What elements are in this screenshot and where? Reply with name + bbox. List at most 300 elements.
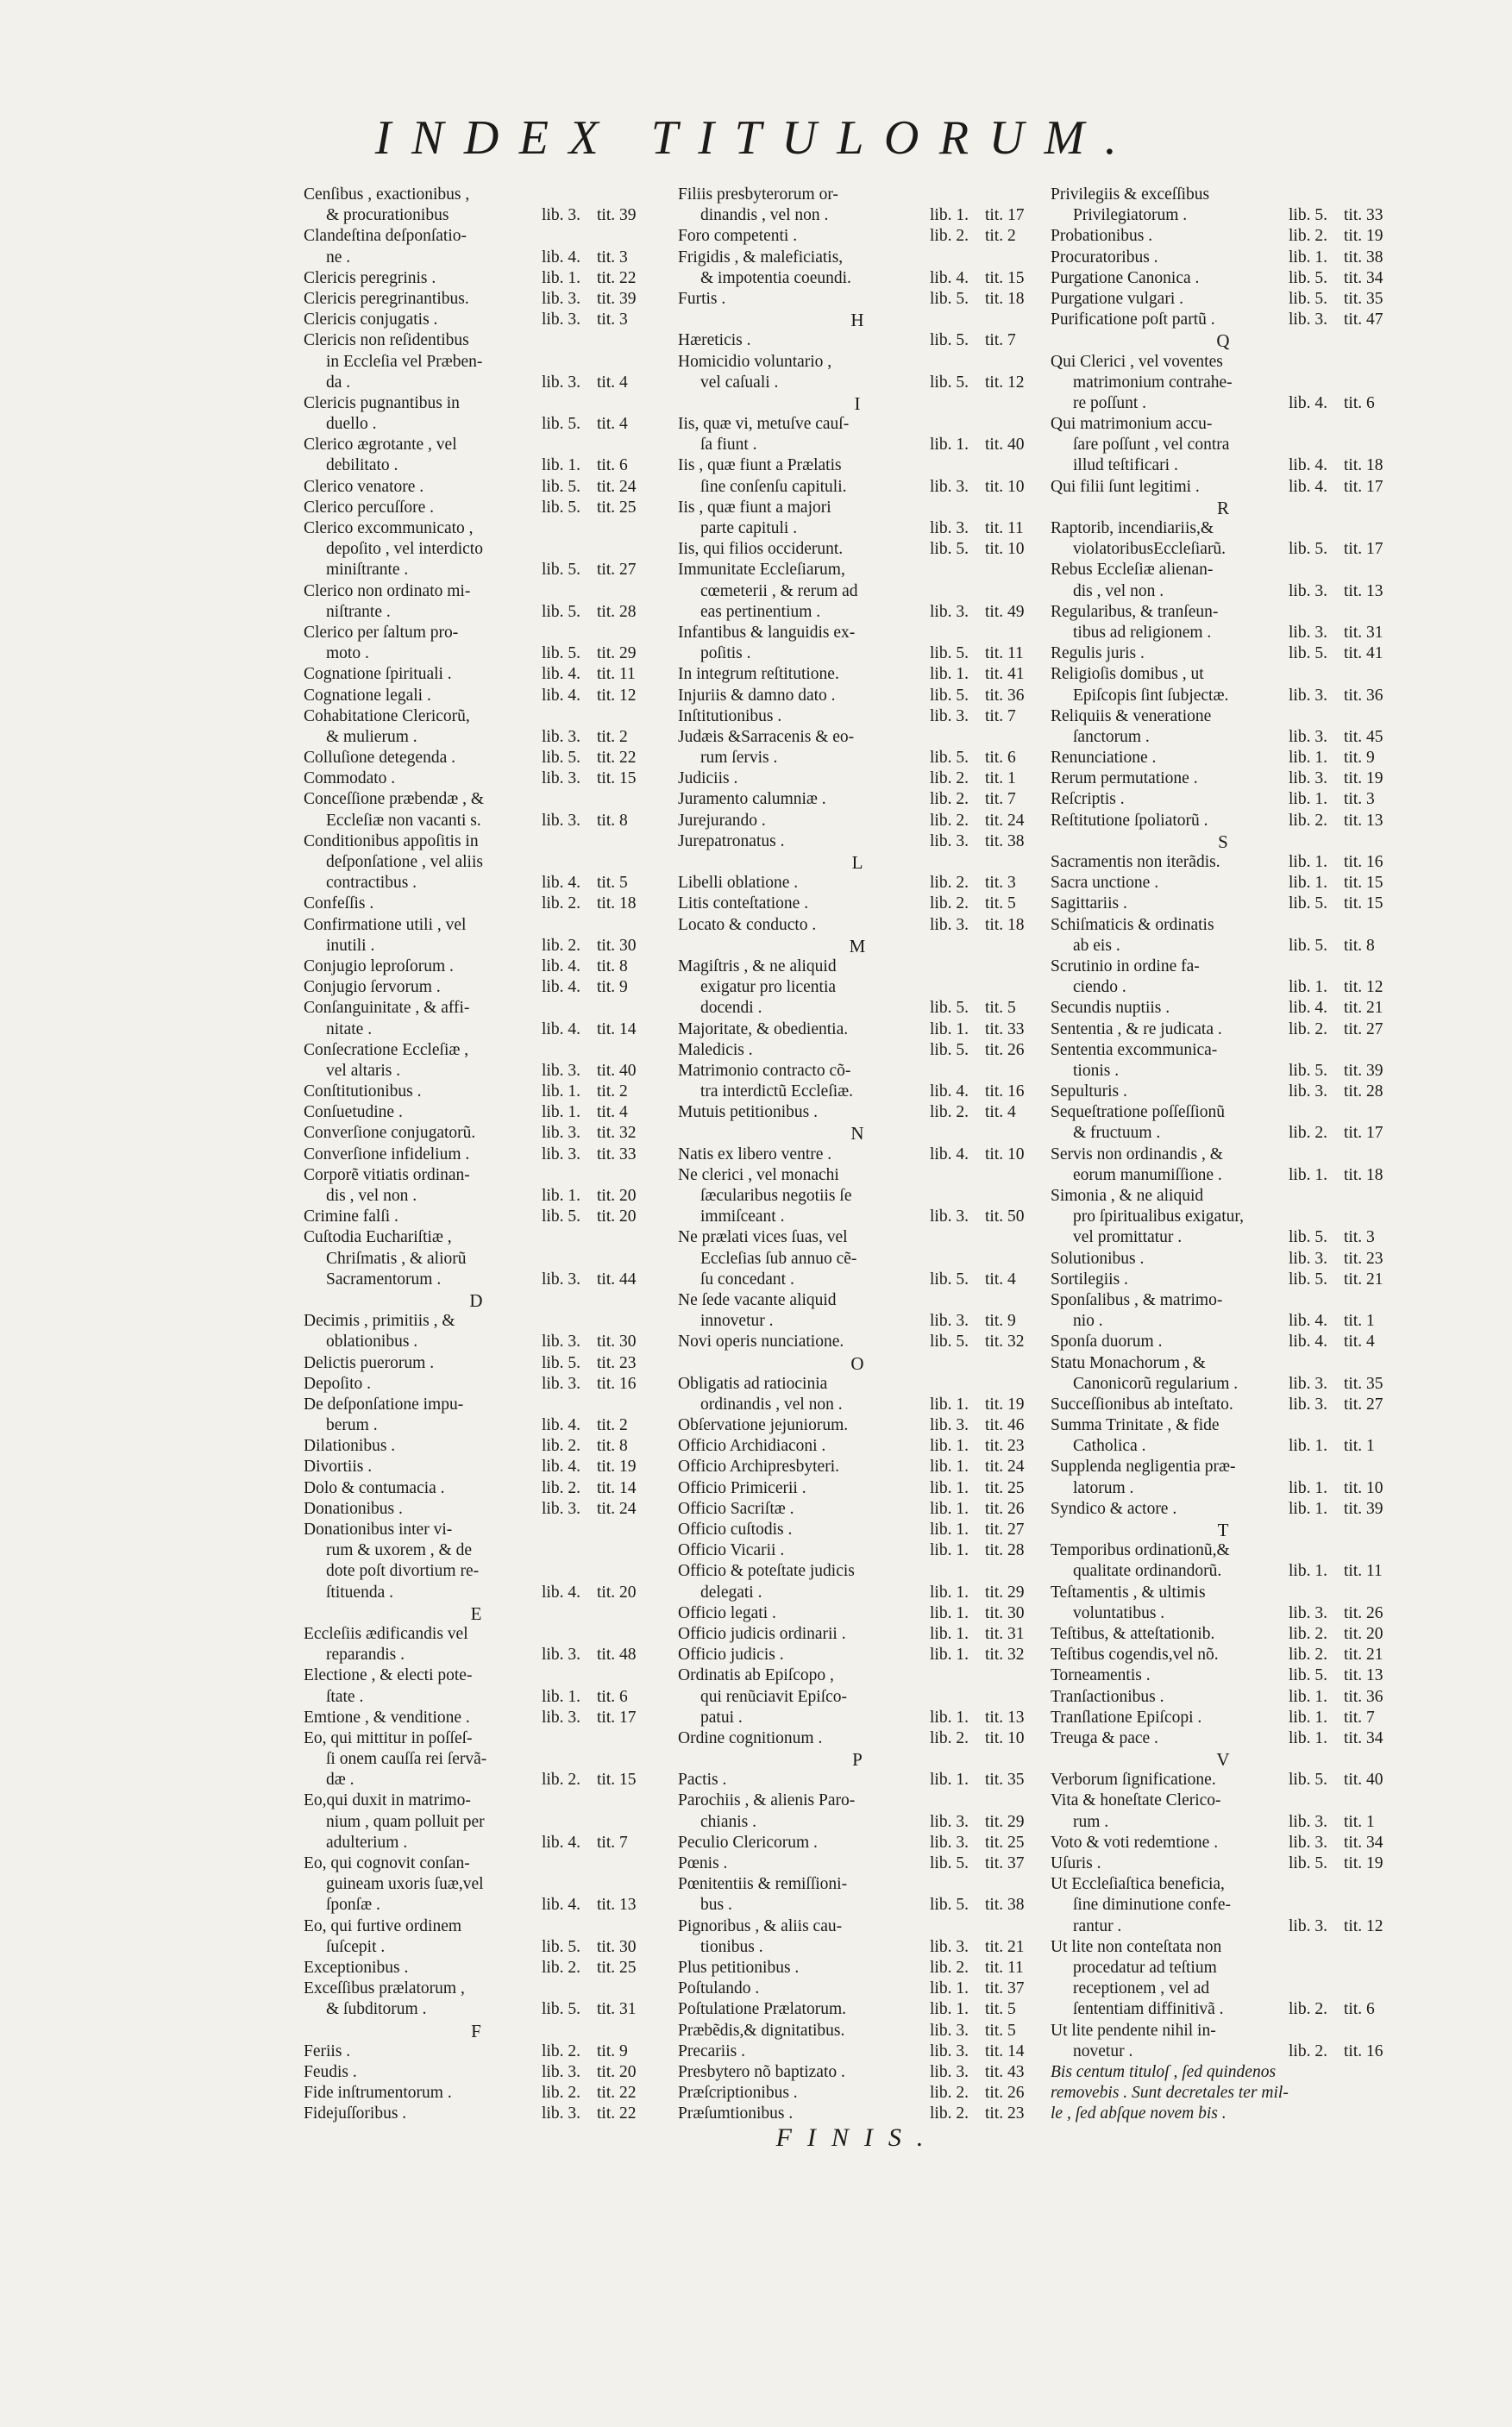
entry-title-ref: tit. 3 xyxy=(985,874,1016,893)
entry-title-ref: tit. 13 xyxy=(1344,581,1383,600)
entry-book-ref: lib. 3. xyxy=(542,289,580,308)
closing-note-line xyxy=(1051,2062,1396,2083)
entry-book-ref: lib. 2. xyxy=(1289,2041,1327,2060)
index-entry-line xyxy=(678,789,1037,810)
index-entry-line xyxy=(1051,1999,1396,2020)
index-column-3 xyxy=(1051,185,1396,2124)
entry-title: Confeſſis . xyxy=(304,894,374,913)
entry-book-ref: lib. 4. xyxy=(542,1896,580,1915)
entry-title-ref: tit. 38 xyxy=(1344,248,1383,267)
entry-title: Canonicorũ regularium . xyxy=(1073,1374,1239,1393)
entry-title-ref: tit. 36 xyxy=(1344,686,1383,705)
entry-title: Simonia , & ne aliquid xyxy=(1051,1187,1204,1205)
entry-title: Regulis juris . xyxy=(1051,644,1145,663)
entry-title: Electione , & electi pote- xyxy=(304,1666,473,1685)
index-entry-line xyxy=(678,1227,1037,1248)
entry-title-ref: tit. 10 xyxy=(985,1728,1025,1747)
entry-title: rum . xyxy=(1073,1812,1109,1831)
entry-title: Uſuris . xyxy=(1051,1854,1101,1872)
entry-title-ref: tit. 32 xyxy=(597,1124,637,1143)
entry-book-ref: lib. 5. xyxy=(1289,1666,1327,1685)
entry-book-ref: lib. 3. xyxy=(1289,1249,1327,1268)
entry-title: Dolo & contumacia . xyxy=(304,1478,445,1497)
entry-title: Syndico & actore . xyxy=(1051,1499,1177,1518)
closing-note-line xyxy=(1051,2104,1396,2124)
entry-book-ref: lib. 3. xyxy=(930,2062,969,2081)
entry-book-ref: lib. 4. xyxy=(542,665,580,684)
entry-title: Juramento calumniæ . xyxy=(678,790,826,809)
entry-book-ref: lib. 5. xyxy=(930,644,969,663)
entry-title-ref: tit. 15 xyxy=(1344,894,1383,913)
index-entry-line xyxy=(678,1082,1037,1102)
entry-title: Clericis pugnantibus in xyxy=(304,393,460,412)
index-entry-line xyxy=(678,1207,1037,1227)
entry-title-ref: tit. 41 xyxy=(985,665,1025,684)
entry-title-ref: tit. 11 xyxy=(597,665,636,684)
entry-title: & mulierum . xyxy=(326,727,417,746)
entry-title: ſu concedant . xyxy=(700,1270,794,1289)
entry-title-ref: tit. 45 xyxy=(1344,727,1383,746)
entry-title-ref: tit. 30 xyxy=(597,1937,637,1956)
entry-title-ref: tit. 8 xyxy=(597,811,628,830)
entry-title: Regularibus, & tranſeun- xyxy=(1051,602,1219,621)
entry-title: Crimine falſi . xyxy=(304,1207,398,1226)
entry-book-ref: lib. 5. xyxy=(542,561,580,580)
entry-title-ref: tit. 24 xyxy=(597,477,637,496)
entry-book-ref: lib. 2. xyxy=(542,2041,580,2060)
index-entry-line xyxy=(678,1457,1037,1477)
entry-title: Renunciatione . xyxy=(1051,749,1157,768)
entry-title: Converſione infidelium . xyxy=(304,1145,470,1163)
entry-book-ref: lib. 5. xyxy=(542,602,580,621)
index-entry-line xyxy=(678,1374,1037,1395)
index-entry-line xyxy=(304,1520,649,1540)
index-entry-line xyxy=(304,1165,649,1186)
index-entry-line xyxy=(304,1436,649,1457)
entry-title: dote poſt divortium re- xyxy=(326,1562,480,1581)
entry-title-ref: tit. 14 xyxy=(597,1478,637,1497)
entry-title-ref: tit. 4 xyxy=(985,1270,1016,1289)
index-entry-line xyxy=(304,1019,649,1040)
entry-book-ref: lib. 2. xyxy=(930,1958,969,1977)
entry-title-ref: tit. 6 xyxy=(597,1687,628,1706)
index-entry-line xyxy=(678,748,1037,768)
index-entry-line xyxy=(304,2083,649,2104)
entry-book-ref: lib. 3. xyxy=(930,1812,969,1831)
entry-book-ref: lib. 1. xyxy=(1289,749,1327,768)
index-entry-line xyxy=(1051,1603,1396,1624)
index-entry-line xyxy=(1051,1833,1396,1853)
entry-title: Injuriis & damno dato . xyxy=(678,686,836,705)
entry-title-ref: tit. 39 xyxy=(1344,1499,1383,1518)
entry-title: patui . xyxy=(700,1708,743,1727)
entry-title-ref: tit. 28 xyxy=(985,1541,1025,1560)
index-entry-line xyxy=(678,289,1037,310)
index-entry-line xyxy=(1051,289,1396,310)
index-entry-line xyxy=(1051,455,1396,476)
index-entry-line xyxy=(304,414,649,435)
entry-book-ref: lib. 2. xyxy=(930,2084,969,2103)
index-entry-line xyxy=(1051,1687,1396,1708)
entry-title-ref: tit. 32 xyxy=(985,1646,1025,1665)
entry-title-ref: tit. 16 xyxy=(597,1374,637,1393)
entry-title-ref: tit. 19 xyxy=(1344,227,1383,246)
index-entry-line xyxy=(678,977,1037,998)
entry-title: Conditionibus appoſitis in xyxy=(304,831,479,850)
entry-title-ref: tit. 40 xyxy=(985,436,1025,455)
index-entry-line xyxy=(1051,373,1396,393)
entry-book-ref: lib. 3. xyxy=(542,1270,580,1289)
index-entry-line xyxy=(1051,1645,1396,1665)
index-entry-line xyxy=(678,623,1037,643)
index-entry-line xyxy=(678,686,1037,706)
entry-title: tionibus . xyxy=(700,1937,763,1956)
entry-title: Privilegiis & exceſſibus xyxy=(1051,185,1210,204)
entry-title-ref: tit. 30 xyxy=(985,1603,1025,1622)
index-entry-line xyxy=(304,352,649,373)
entry-title: deſponſatione , vel aliis xyxy=(326,853,483,871)
index-entry-line xyxy=(1051,1916,1396,1937)
entry-book-ref: lib. 1. xyxy=(1289,1499,1327,1518)
section-letter: N xyxy=(850,1123,864,1145)
entry-title: Treuga & pace . xyxy=(1051,1728,1158,1747)
entry-title-ref: tit. 3 xyxy=(597,248,628,267)
index-entry-line xyxy=(1051,1457,1396,1477)
entry-title: eorum manumiſſione . xyxy=(1073,1165,1222,1184)
entry-title: Obligatis ad ratiocinia xyxy=(678,1374,828,1393)
entry-title: & procurationibus xyxy=(326,206,449,225)
finis-colophon: FINIS. xyxy=(775,2123,939,2153)
entry-title: Verborum ſignificatione. xyxy=(1051,1771,1216,1790)
index-entry-line xyxy=(1051,1958,1396,1979)
index-entry-line xyxy=(1051,185,1396,205)
entry-title: Chriſmatis , & aliorũ xyxy=(326,1249,467,1268)
entry-book-ref: lib. 3. xyxy=(542,2104,580,2123)
entry-book-ref: lib. 3. xyxy=(542,1708,580,1727)
entry-title-ref: tit. 6 xyxy=(985,749,1016,768)
entry-title-ref: tit. 23 xyxy=(597,1353,637,1372)
index-entry-line xyxy=(304,581,649,602)
entry-title: Emtione , & venditione . xyxy=(304,1708,470,1727)
entry-book-ref: lib. 4. xyxy=(542,1583,580,1602)
entry-title: Præbẽdis,& dignitatibus. xyxy=(678,2021,845,2040)
index-entry-line xyxy=(304,1833,649,1853)
entry-book-ref: lib. 1. xyxy=(542,1103,580,1122)
entry-book-ref: lib. 4. xyxy=(1289,477,1327,496)
index-entry-line xyxy=(304,915,649,936)
index-entry-line xyxy=(678,1999,1037,2020)
index-entry-line xyxy=(678,477,1037,498)
entry-title: Schiſmaticis & ordinatis xyxy=(1051,915,1214,934)
entry-title: Natis ex libero ventre . xyxy=(678,1145,832,1163)
entry-book-ref: lib. 3. xyxy=(930,602,969,621)
entry-title: ſine conſenſu capituli. xyxy=(700,477,847,496)
entry-book-ref: lib. 4. xyxy=(542,874,580,893)
entry-title-ref: tit. 25 xyxy=(597,498,637,517)
entry-book-ref: lib. 3. xyxy=(1289,1395,1327,1414)
entry-title: reparandis . xyxy=(326,1646,405,1665)
entry-title: Judæis &Sarracenis & eo- xyxy=(678,727,855,746)
entry-title-ref: tit. 25 xyxy=(985,1833,1025,1852)
entry-title: Rerum permutatione . xyxy=(1051,769,1198,788)
index-entry-line xyxy=(678,1603,1037,1624)
entry-title-ref: tit. 18 xyxy=(1344,1165,1383,1184)
index-entry-line xyxy=(304,727,649,748)
index-entry-line xyxy=(304,1916,649,1937)
entry-book-ref: lib. 1. xyxy=(1289,1728,1327,1747)
entry-book-ref: lib. 1. xyxy=(542,1187,580,1205)
index-entry-line xyxy=(1051,352,1396,373)
entry-title-ref: tit. 30 xyxy=(597,1333,637,1351)
index-entry-line xyxy=(678,1290,1037,1311)
entry-title-ref: tit. 43 xyxy=(985,2062,1025,2081)
entry-title: Libelli oblatione . xyxy=(678,874,799,893)
entry-book-ref: lib. 3. xyxy=(930,477,969,496)
index-entry-line xyxy=(678,602,1037,623)
index-entry-line xyxy=(304,1249,649,1270)
entry-title-ref: tit. 10 xyxy=(985,1145,1025,1163)
entry-book-ref: lib. 3. xyxy=(1289,310,1327,329)
entry-book-ref: lib. 3. xyxy=(542,1124,580,1143)
index-entry-line xyxy=(678,1708,1037,1728)
index-entry-line xyxy=(678,1895,1037,1916)
index-entry-line xyxy=(304,1186,649,1207)
entry-title: dis , vel non . xyxy=(326,1187,417,1205)
entry-title-ref: tit. 22 xyxy=(597,2084,637,2103)
entry-title: Succeſſionibus ab inteſtato. xyxy=(1051,1395,1233,1414)
entry-title-ref: tit. 24 xyxy=(985,811,1025,830)
entry-title: da . xyxy=(326,373,351,392)
index-entry-line xyxy=(1051,768,1396,789)
entry-title: Corporẽ vitiatis ordinan- xyxy=(304,1165,470,1184)
entry-title: Precariis . xyxy=(678,2041,745,2060)
entry-title-ref: tit. 18 xyxy=(1344,456,1383,475)
entry-title: Inſtitutionibus . xyxy=(678,706,782,725)
entry-book-ref: lib. 1. xyxy=(930,1583,969,1602)
entry-title-ref: tit. 22 xyxy=(597,268,637,287)
entry-title: Donationibus . xyxy=(304,1499,403,1518)
index-entry-line xyxy=(678,811,1037,831)
index-entry-line xyxy=(678,1874,1037,1895)
index-entry-line xyxy=(304,435,649,455)
entry-title: Sacramentis non iterãdis. xyxy=(1051,853,1220,871)
index-entry-line xyxy=(304,185,649,205)
entry-title-ref: tit. 35 xyxy=(1344,1374,1383,1393)
index-entry-line xyxy=(678,1665,1037,1686)
index-entry-line xyxy=(1051,205,1396,226)
entry-book-ref: lib. 4. xyxy=(542,956,580,975)
entry-title-ref: tit. 44 xyxy=(597,1270,637,1289)
entry-book-ref: lib. 3. xyxy=(542,206,580,225)
entry-title-ref: tit. 35 xyxy=(985,1771,1025,1790)
entry-book-ref: lib. 5. xyxy=(1289,1771,1327,1790)
index-entry-line xyxy=(1051,1061,1396,1082)
index-entry-line xyxy=(678,1311,1037,1332)
index-entry-line xyxy=(678,727,1037,748)
entry-book-ref: lib. 1. xyxy=(542,268,580,287)
index-entry-line xyxy=(1051,518,1396,539)
entry-title: Purgatione vulgari . xyxy=(1051,289,1183,308)
index-entry-line xyxy=(678,1770,1037,1790)
entry-title: Furtis . xyxy=(678,289,726,308)
entry-title: ſare poſſunt , vel contra xyxy=(1073,436,1230,455)
entry-title-ref: tit. 29 xyxy=(985,1812,1025,1831)
entry-title-ref: tit. 18 xyxy=(597,894,637,913)
index-entry-line xyxy=(304,1665,649,1686)
entry-title: Locato & conducto . xyxy=(678,915,817,934)
entry-book-ref: lib. 2. xyxy=(1289,1624,1327,1643)
entry-book-ref: lib. 3. xyxy=(1289,769,1327,788)
entry-title: Feriis . xyxy=(304,2041,351,2060)
entry-title: Exceptionibus . xyxy=(304,1958,409,1977)
entry-book-ref: lib. 4. xyxy=(542,1019,580,1038)
entry-book-ref: lib. 4. xyxy=(1289,393,1327,412)
entry-book-ref: lib. 2. xyxy=(1289,811,1327,830)
entry-title-ref: tit. 19 xyxy=(1344,769,1383,788)
entry-title: Maledicis . xyxy=(678,1040,753,1059)
entry-title-ref: tit. 21 xyxy=(1344,999,1383,1018)
entry-title-ref: tit. 10 xyxy=(1344,1478,1383,1497)
entry-title: Conceſſione præbendæ , & xyxy=(304,790,485,809)
index-entry-line xyxy=(304,1812,649,1833)
entry-title-ref: tit. 21 xyxy=(1344,1646,1383,1665)
index-entry-line xyxy=(304,789,649,810)
entry-title-ref: tit. 39 xyxy=(597,206,637,225)
entry-title: Epiſcopis ſint ſubjectæ. xyxy=(1073,686,1229,705)
entry-book-ref: lib. 2. xyxy=(542,1771,580,1790)
index-entry-line xyxy=(678,706,1037,727)
entry-book-ref: lib. 1. xyxy=(1289,248,1327,267)
entry-title: matrimonium contrahe- xyxy=(1073,373,1233,392)
entry-title-ref: tit. 4 xyxy=(597,415,628,434)
index-entry-line xyxy=(1051,1353,1396,1374)
entry-title: miniſtrante . xyxy=(326,561,409,580)
entry-book-ref: lib. 2. xyxy=(930,769,969,788)
entry-title-ref: tit. 27 xyxy=(597,561,637,580)
entry-book-ref: lib. 4. xyxy=(930,1082,969,1101)
entry-title-ref: tit. 11 xyxy=(985,1958,1024,1977)
index-entry-line xyxy=(678,998,1037,1019)
entry-title-ref: tit. 18 xyxy=(985,915,1025,934)
entry-title-ref: tit. 3 xyxy=(1344,1228,1375,1247)
section-letter: F xyxy=(471,2020,481,2041)
entry-book-ref: lib. 5. xyxy=(1289,268,1327,287)
entry-book-ref: lib. 4. xyxy=(542,248,580,267)
entry-title: & impotentia coeundi. xyxy=(700,268,851,287)
entry-title: In integrum reſtitutione. xyxy=(678,665,839,684)
entry-book-ref: lib. 3. xyxy=(930,2041,969,2060)
entry-title: inutili . xyxy=(326,936,375,955)
entry-title: ſanctorum . xyxy=(1073,727,1150,746)
entry-book-ref: lib. 4. xyxy=(930,268,969,287)
entry-book-ref: lib. 2. xyxy=(542,1478,580,1497)
index-entry-line xyxy=(1051,226,1396,247)
entry-title: Homicidio voluntario , xyxy=(678,352,832,371)
entry-book-ref: lib. 5. xyxy=(930,749,969,768)
entry-title: Sortilegiis . xyxy=(1051,1270,1128,1289)
entry-title-ref: tit. 19 xyxy=(1344,1854,1383,1872)
index-entry-line xyxy=(304,1749,649,1770)
index-entry-line xyxy=(304,2041,649,2062)
entry-title: Confirmatione utili , vel xyxy=(304,915,467,934)
entry-title: Fidejuſſoribus . xyxy=(304,2104,407,2123)
entry-book-ref: lib. 4. xyxy=(1289,1312,1327,1331)
entry-book-ref: lib. 4. xyxy=(1289,1333,1327,1351)
index-entry-line xyxy=(304,1145,649,1165)
entry-title: Summa Trinitate , & fide xyxy=(1051,1416,1220,1435)
entry-title: qualitate ordinandorũ. xyxy=(1073,1562,1222,1581)
entry-title: Exceſſibus prælatorum , xyxy=(304,1979,465,1998)
entry-title: Ut Eccleſiaſtica beneficia, xyxy=(1051,1875,1225,1894)
entry-title: Ne prælati vices ſuas, vel xyxy=(678,1228,848,1247)
index-entry-line xyxy=(678,1478,1037,1499)
index-entry-line xyxy=(678,1645,1037,1665)
entry-title: Officio Primicerii . xyxy=(678,1478,806,1497)
index-entry-line xyxy=(1051,1019,1396,1040)
entry-book-ref: lib. 3. xyxy=(930,1937,969,1956)
index-entry-line xyxy=(304,873,649,894)
entry-title: Reſtitutione ſpoliatorũ . xyxy=(1051,811,1208,830)
entry-title: nitate . xyxy=(326,1019,373,1038)
index-entry-line xyxy=(1051,1374,1396,1395)
entry-title: voluntatibus . xyxy=(1073,1603,1165,1622)
entry-title-ref: tit. 7 xyxy=(597,1833,628,1852)
entry-title-ref: tit. 24 xyxy=(597,1499,637,1518)
entry-book-ref: lib. 4. xyxy=(930,1145,969,1163)
index-entry-line xyxy=(1051,1123,1396,1144)
index-entry-line xyxy=(678,518,1037,539)
entry-title: Clerico ægrotante , vel xyxy=(304,436,457,455)
index-entry-line xyxy=(304,1728,649,1749)
index-entry-line xyxy=(678,268,1037,289)
entry-title: niſtrante . xyxy=(326,602,391,621)
entry-title-ref: tit. 7 xyxy=(985,331,1016,350)
entry-title-ref: tit. 18 xyxy=(985,289,1025,308)
entry-book-ref: lib. 3. xyxy=(930,2021,969,2040)
entry-book-ref: lib. 5. xyxy=(542,415,580,434)
entry-title-ref: tit. 19 xyxy=(597,1458,637,1477)
entry-book-ref: lib. 3. xyxy=(1289,1916,1327,1935)
entry-title-ref: tit. 32 xyxy=(985,1333,1025,1351)
index-entry-line xyxy=(1051,477,1396,498)
entry-book-ref: lib. 1. xyxy=(1289,1708,1327,1727)
entry-title-ref: tit. 13 xyxy=(985,1708,1025,1727)
entry-book-ref: lib. 1. xyxy=(930,1646,969,1665)
entry-title: Converſione conjugatorũ. xyxy=(304,1124,476,1143)
entry-title-ref: tit. 11 xyxy=(1344,1562,1383,1581)
entry-title: ſuſcepit . xyxy=(326,1937,386,1956)
entry-book-ref: lib. 3. xyxy=(542,1145,580,1163)
index-entry-line xyxy=(678,664,1037,685)
index-entry-line xyxy=(304,498,649,518)
entry-title: Fide inſtrumentorum . xyxy=(304,2084,452,2103)
entry-title: Eccleſiis ædificandis vel xyxy=(304,1624,468,1643)
entry-title: Officio cuſtodis . xyxy=(678,1521,793,1539)
entry-title-ref: tit. 12 xyxy=(985,373,1025,392)
entry-title-ref: tit. 13 xyxy=(1344,1666,1383,1685)
index-entry-line xyxy=(678,2104,1037,2124)
entry-title-ref: tit. 21 xyxy=(985,1937,1025,1956)
entry-title: Judiciis . xyxy=(678,769,738,788)
entry-title-ref: tit. 5 xyxy=(985,2021,1016,2040)
entry-title-ref: tit. 4 xyxy=(597,1103,628,1122)
index-entry-line xyxy=(304,1374,649,1395)
index-entry-line xyxy=(678,2041,1037,2062)
index-entry-line xyxy=(678,1979,1037,1999)
entry-title-ref: tit. 9 xyxy=(597,2041,628,2060)
index-entry-line xyxy=(1051,1895,1396,1916)
index-entry-line xyxy=(678,1145,1037,1165)
